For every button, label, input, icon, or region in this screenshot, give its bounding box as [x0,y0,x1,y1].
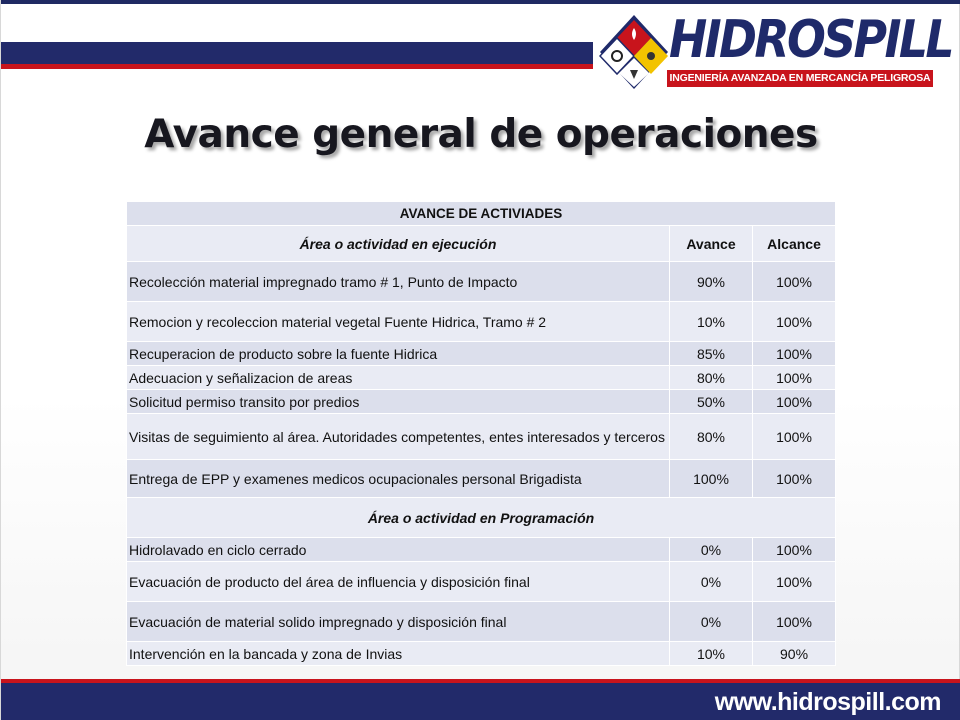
avance-cell: 0% [670,538,753,562]
column-header-alcance: Alcance [753,226,836,262]
avance-cell: 80% [670,414,753,460]
programming-header-row [127,498,836,538]
avance-cell: 0% [670,562,753,602]
activity-cell: Entrega de EPP y examenes medicos ocupacionales personal Brigadista [127,460,670,498]
activity-cell: Solicitud permiso transito por predios [127,390,670,414]
alcance-cell: 100% [753,366,836,390]
brand-tagline: INGENIERÍA AVANZADA EN MERCANCÍA PELIGROSA [667,70,933,87]
activity-cell: Recuperacion de producto sobre la fuente Hidrica [127,342,670,366]
table-row [127,562,836,602]
header-navy-stripe [1,42,593,64]
avance-cell: 10% [670,642,753,666]
table-row [127,602,836,642]
column-header-activity: Área o actividad en ejecución [127,226,670,262]
brand-wordmark: HIDROSPILL [669,10,952,70]
avance-cell: 10% [670,302,753,342]
alcance-cell: 100% [753,262,836,302]
table-caption-row [127,202,836,226]
table-row [127,262,836,302]
table-row [127,414,836,460]
avance-cell: 80% [670,366,753,390]
table-row [127,460,836,498]
table-caption: AVANCE DE ACTIVIADES [127,202,836,226]
page-title: Avance general de operaciones [144,112,818,157]
hidrospill-logo [595,10,952,94]
table-row [127,390,836,414]
column-header-avance: Avance [670,226,753,262]
alcance-cell: 100% [753,390,836,414]
alcance-cell: 100% [753,414,836,460]
header-red-stripe [1,64,593,69]
programming-header: Área o actividad en Programación [127,498,836,538]
avance-cell: 85% [670,342,753,366]
table-row [127,366,836,390]
activity-cell: Adecuacion y señalizacion de areas [127,366,670,390]
hazard-diamond-icon [599,14,669,90]
activities-table [126,201,836,666]
alcance-cell: 100% [753,302,836,342]
activity-cell: Evacuación de producto del área de influencia y disposición final [127,562,670,602]
alcance-cell: 90% [753,642,836,666]
activity-cell: Hidrolavado en ciclo cerrado [127,538,670,562]
alcance-cell: 100% [753,562,836,602]
website-url: www.hidrospill.com [714,688,941,716]
avance-cell: 90% [670,262,753,302]
alcance-cell: 100% [753,602,836,642]
avance-cell: 100% [670,460,753,498]
header-top-stripe [1,0,960,4]
alcance-cell: 100% [753,460,836,498]
alcance-cell: 100% [753,342,836,366]
table-row [127,342,836,366]
table-row [127,302,836,342]
activity-cell: Intervención en la bancada y zona de Invias [127,642,670,666]
table-header-row [127,226,836,262]
activity-cell: Evacuación de material solido impregnado y disposición final [127,602,670,642]
alcance-cell: 100% [753,538,836,562]
activity-cell: Visitas de seguimiento al área. Autoridades competentes, entes interesados y terceros [127,414,670,460]
activity-cell: Recolección material impregnado tramo # 1, Punto de Impacto [127,262,670,302]
table-row [127,538,836,562]
avance-cell: 50% [670,390,753,414]
table-row [127,642,836,666]
avance-cell: 0% [670,602,753,642]
activity-cell: Remocion y recoleccion material vegetal Fuente Hidrica, Tramo # 2 [127,302,670,342]
